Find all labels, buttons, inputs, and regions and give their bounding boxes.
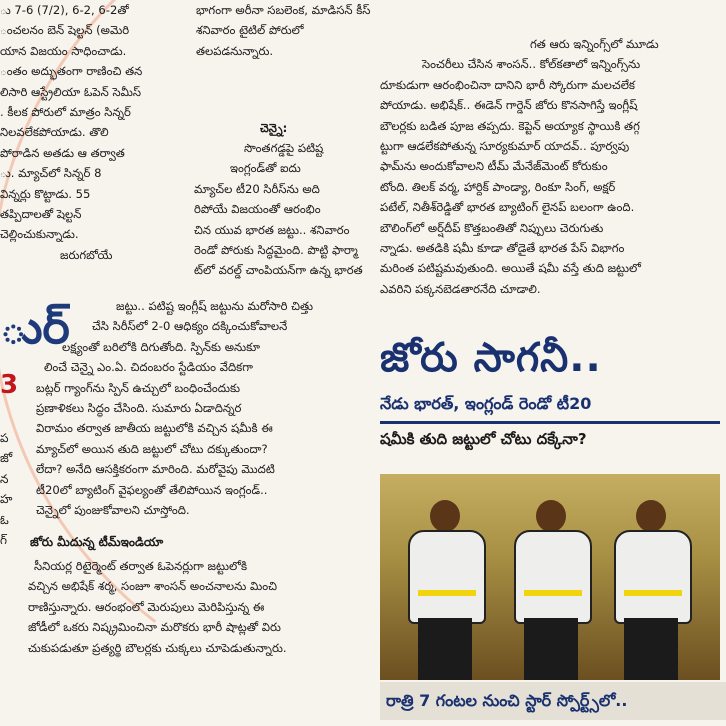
player-figure <box>508 500 594 680</box>
text-line: రిపోయే విజయంతో ఆరంభిం <box>194 202 321 217</box>
left-headline-fragment: ుర్ <box>0 300 70 354</box>
text-line: ఇంగ్లండ్‌తో ఐదు <box>230 161 301 176</box>
text-line: ఫామ్‌ను అందుకోవాలని టీమ్ మేనేజ్‌మెంట్ కోరుకుం <box>380 159 608 174</box>
text-line: లేదా? అనేది ఆసక్తికరంగా మారింది. మరోవైపు మొదటి <box>36 462 275 477</box>
snippet: ఓ <box>0 512 9 527</box>
text-line: జట్టు.. పటిష్ట ఇంగ్లీష్ జట్టును మరోసారి చిత్తు <box>116 299 314 313</box>
snippet: జో <box>0 451 13 466</box>
left-article-column <box>0 0 196 265</box>
text-line: చెన్నైలో పుంజుకోవాలని చూస్తోంది. <box>36 502 190 517</box>
text-line: విన్నర్లు కొట్టాడు. 55 <box>0 186 91 201</box>
snippet: ప <box>0 431 9 445</box>
text-line: ట్‌లో వరల్డ్ చాంపియన్‌గా ఉన్న భారత <box>194 263 363 278</box>
text-line: దూకుడుగా ఆరంభించినా దానిని భారీ స్కోరుగా మలచలేక <box>380 77 635 92</box>
text-line: లిసారి ఆస్ట్రేలియా ఓపెన్ సెమీస్ <box>0 84 141 99</box>
feature-question: షమీకి తుది జట్టులో చోటు దక్కేనా? <box>380 430 587 448</box>
player-figure <box>402 500 488 680</box>
text-line: లించే చెన్నై ఎం.ఏ. చిదంబరం స్టేడియం వేదికగా <box>44 360 253 375</box>
feature-box <box>380 328 720 720</box>
text-line: మ్యాచ్‌ల టీ20 సిరీస్‌ను అది <box>194 181 320 196</box>
text-line: బౌలర్లకు బడిత పూజ తప్పదు. కెప్టెన్ అయ్యాక స్థాయికి తగ్గ <box>380 118 640 133</box>
text-line: లక్ష్యంతో బరిలోకి దిగుతోంది. స్పిన్‌కు అనుకూ <box>62 339 260 354</box>
text-line: బట్లర్ గ్యాంగ్‌ను స్పిన్ ఉచ్చులో బంధించేందుకు <box>36 380 241 395</box>
text-line: వచ్చిన అభిషేక్ శర్మ, సంజూ శాంసన్ అంచనాలను మించి <box>28 579 277 594</box>
text-line: చేసి సిరీస్‌లో 2-0 ఆధిక్యం దక్కించుకోవాలనే <box>92 319 288 334</box>
text-line: పోరాడిన అతడు ఆ తర్వాత <box>0 145 125 160</box>
text-line: బౌలింగ్‌లో అర్ష్‌దీప్ కొత్తబంతితో నిప్పులు చెరుగుతు <box>380 220 604 235</box>
text-line: సెంచరీలు చేసిన శాంసన్.. కోల్‌కతాలో ఇన్నింగ్స్‌ను <box>422 57 641 72</box>
text-line: ు. మ్యాచ్‌లో సిన్నర్ 8 <box>0 166 102 181</box>
text-line: చిన యువ భారత జట్టు.. శనివారం <box>194 222 350 237</box>
photo-caption: రాత్రి 7 గంటల నుంచి స్టార్ స్పోర్ట్స్‌లో.. <box>380 682 726 720</box>
text-line: సీనియర్ల రిటైర్మెంట్ తర్వాత ఓపెనర్లుగా జట్టులోకి <box>34 559 248 573</box>
text-line: మరింత పటిష్టమవుతుంది. అయితే షమీ వస్తే తుది జట్టులో <box>380 261 641 276</box>
text-line: తలపడనున్నారు. <box>196 43 274 58</box>
snippet: గ్ <box>0 533 7 548</box>
text-line: యాన విజయం సాధించాడు. <box>0 43 127 58</box>
text-line: రెండో పోరుకు సిద్ధమైంది. పొట్టి ఫార్మా <box>194 242 358 257</box>
text-line: విరామం తర్వాత జాతీయ జట్టులోకి వచ్చిన షమీకి ఈ <box>36 421 273 436</box>
text-line: పటేల్, నితీశ్‌రెడ్డితో భారత బ్యాటింగ్ లైనప్ బలంగా ఉంది. <box>380 200 635 215</box>
text-line: శనివారం టైటిల్ పోరులో <box>196 23 304 38</box>
dateline: చెన్నై: <box>260 121 288 135</box>
text-line: టీ20లో బ్యాటింగ్ వైఫల్యంతో తేలిపోయిన ఇంగ్లండ్.. <box>36 482 268 497</box>
text-line: ు 7-6 (7/2), 6-2, 6-2తో <box>0 3 129 17</box>
feature-subline: నేడు భారత్, ఇంగ్లండ్ రెండో టీ20 <box>380 394 720 424</box>
text-line: భాగంగా అరీనా సబలెంక, మాడిసన్ కీస్ <box>196 3 371 17</box>
text-line: తప్పిదాలతో షెల్టన్ <box>0 206 82 221</box>
text-line: గత ఆరు ఇన్నింగ్స్‌లో మూడు <box>530 37 659 51</box>
player-figure <box>608 500 694 680</box>
top-middle-text <box>196 0 376 61</box>
snippet: హ <box>0 492 13 507</box>
section-subhead: జోరు మీదున్న టీమ్‌ఇండియా <box>30 535 164 549</box>
text-line: న్నాడు. అతడికి షమీ కూడా తోడైతే భారత పేస్ విభాగం <box>380 240 625 255</box>
right-article-column <box>380 34 720 299</box>
middle-article-end <box>28 556 374 658</box>
text-line: ప్రణాళికలు సిద్ధం చేసింది. సుమారు ఏడాదిన్నర <box>36 400 242 415</box>
snippet: న <box>0 471 9 486</box>
dateline-box <box>260 118 370 138</box>
feature-headline: జోరు సాగనీ.. <box>380 335 602 381</box>
text-line: ంచలనం బెన్ షెల్టన్ (అమెరి <box>0 23 130 38</box>
text-line: మ్యాచ్‌లో అయిన తుది జట్టులో చోటు దక్కుతుందా? <box>36 441 268 456</box>
players-photo <box>380 474 720 680</box>
middle-article-body <box>8 296 374 520</box>
text-line: టోంది. తిలక్ వర్మ, హార్దిక్ పాండ్యా, రింకూ సింగ్, అక్షర్ <box>380 179 616 194</box>
middle-article-top <box>194 138 366 281</box>
left-red-fragment: 3 <box>0 370 19 400</box>
text-line: . కీలక పోరులో మాత్రం సిన్నర్ <box>0 104 131 119</box>
middle-subhead-block <box>30 532 370 552</box>
text-line: ంతం అద్భుతంగా రాణించి తన <box>0 64 143 79</box>
text-line: జరుగబోయే <box>60 247 113 262</box>
text-line: సొంతగడ్డపై పటిష్ట <box>244 141 324 155</box>
text-line: ఎవరిని పక్కనబెడతారనేది చూడాలి. <box>380 281 541 296</box>
text-line: నిలవలేకపోయాడు. తొలి <box>0 125 109 140</box>
text-line: చుకుపడుతూ ప్రత్యర్థి బౌలర్లకు చుక్కలు చూపెడుతున్నారు. <box>28 640 287 655</box>
text-line: జోడీలో ఒకరు నిష్క్రమించినా మరొకరు భారీ షాట్లతో విరు <box>28 620 281 635</box>
text-line: ట్టుగా ఆడలేకపోతున్న సూర్యకుమార్ యాదవ్.. పూర్వపు <box>380 138 630 153</box>
text-line: రాణిస్తున్నారు. ఆరంభంలో మెరుపులు మెరిపిస్తున్న ఈ <box>28 599 265 614</box>
text-line: చెల్లించుకున్నాడు. <box>0 227 79 242</box>
text-line: పోయాడు. అభిషేక్.. ఈడెన్ గార్డెన్ జోరు కొనసాగిస్తే ఇంగ్లీష్ <box>380 98 638 113</box>
